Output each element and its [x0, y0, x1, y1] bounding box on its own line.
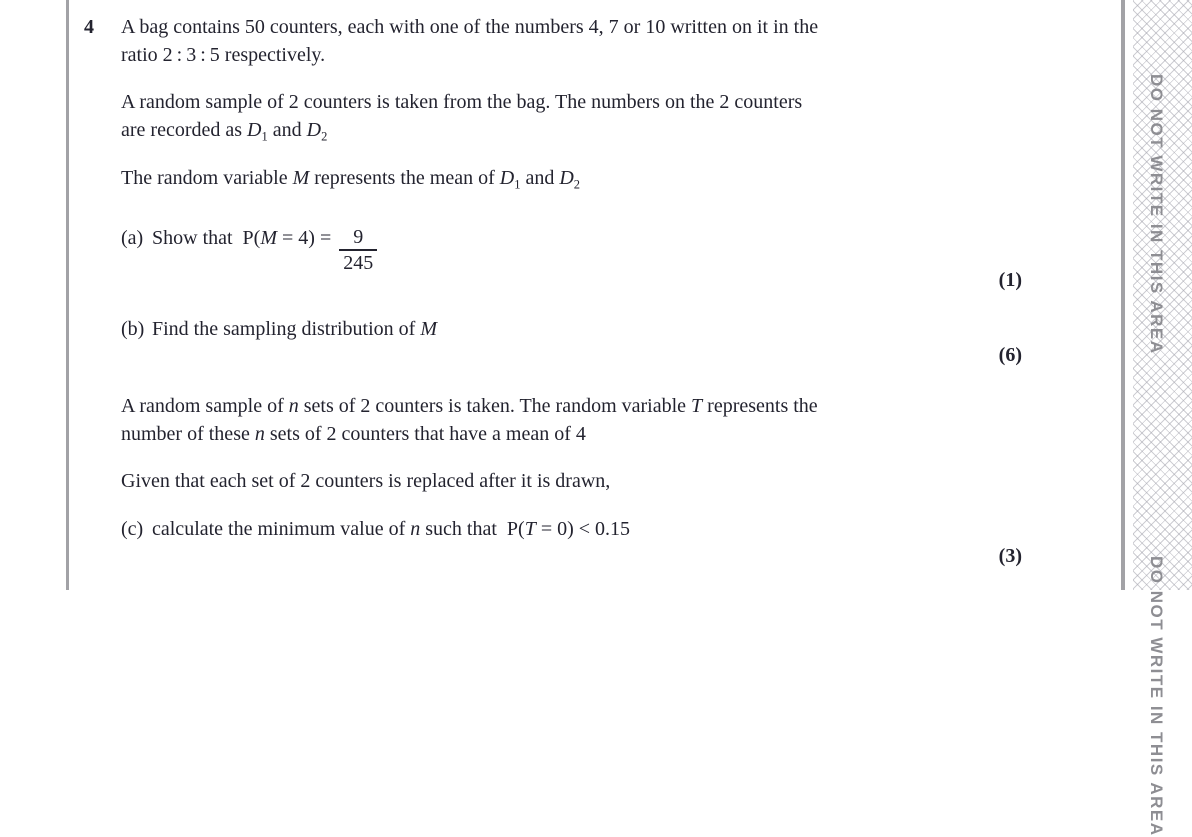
marks-part-a: (1) — [998, 269, 1022, 291]
para-replaced: Given that each set of 2 counters is replaced after it is drawn, — [121, 470, 611, 492]
text-segment: calculate the minimum value of — [152, 518, 411, 540]
text-segment: = 0) < 0.15 — [535, 518, 631, 540]
text-segment: Show that P( — [152, 227, 261, 249]
text-segment: sets of 2 counters is taken. The random variable — [298, 395, 692, 417]
var-M: M — [292, 167, 310, 189]
do-not-write-watermark-bottom: DO NOT WRITE IN THIS AREA — [1147, 556, 1166, 837]
part-b-row — [121, 315, 437, 343]
para-intro-line1: A bag contains 50 counters, each with one of the numbers 4, 7 or 10 written on it in the — [121, 16, 819, 38]
text-segment: Find the sampling distribution of — [152, 318, 421, 340]
left-margin-rule — [66, 0, 69, 590]
text-segment: are recorded as — [121, 119, 248, 141]
var-D1-subscript: 1 — [261, 129, 268, 144]
para-sample-line1: A random sample of 2 counters is taken from the bag. The numbers on the 2 counters — [121, 91, 803, 113]
text-segment: sets of 2 counters that have a mean of 4 — [264, 423, 586, 445]
var-M: M — [420, 318, 438, 340]
text-segment: represents the — [702, 395, 818, 417]
fraction-9-245 — [339, 225, 377, 276]
text-segment: The random variable — [121, 167, 293, 189]
part-a-label: (a) — [121, 227, 144, 249]
var-D1: D — [499, 167, 515, 189]
var-D2: D — [559, 167, 574, 189]
fraction-denominator: 245 — [339, 249, 377, 276]
var-n: n — [288, 395, 299, 417]
text-segment: and — [267, 119, 307, 141]
var-n: n — [254, 423, 265, 445]
do-not-write-sidebar — [1133, 0, 1192, 837]
para-n-sets — [121, 392, 818, 448]
para-intro — [121, 13, 818, 69]
text-segment: number of these — [121, 423, 255, 445]
text-segment: and — [520, 167, 560, 189]
para-sample — [121, 88, 802, 151]
text-segment: = 4) = — [277, 227, 337, 249]
marks-part-c: (3) — [998, 545, 1022, 567]
para-intro-line2: ratio 2 : 3 : 5 respectively. — [121, 44, 326, 66]
para-n-sets-line2 — [121, 420, 818, 448]
right-margin-rule — [1121, 0, 1125, 590]
text-segment: A random sample of — [121, 395, 289, 417]
part-c-label: (c) — [121, 518, 144, 540]
text-segment: represents the mean of — [309, 167, 500, 189]
fraction-numerator: 9 — [353, 226, 364, 248]
var-M: M — [260, 227, 278, 249]
var-D2: D — [306, 119, 322, 141]
para-sample-line2 — [121, 116, 802, 151]
var-D1-subscript: 1 — [514, 177, 521, 192]
part-c-row — [121, 515, 630, 543]
var-D2-subscript: 2 — [573, 177, 581, 192]
do-not-write-watermark-top: DO NOT WRITE IN THIS AREA — [1147, 74, 1166, 355]
var-D1: D — [247, 119, 262, 141]
text-segment: such that P( — [420, 518, 525, 540]
question-number: 4 — [84, 16, 94, 38]
var-n: n — [410, 518, 421, 540]
var-T: T — [524, 518, 536, 540]
para-mean — [121, 164, 580, 199]
part-a-row — [121, 224, 377, 276]
var-T: T — [691, 395, 703, 417]
part-b-label: (b) — [121, 318, 145, 340]
marks-part-b: (6) — [998, 344, 1022, 366]
para-n-sets-line1 — [121, 392, 818, 420]
var-D2-subscript: 2 — [321, 129, 328, 144]
